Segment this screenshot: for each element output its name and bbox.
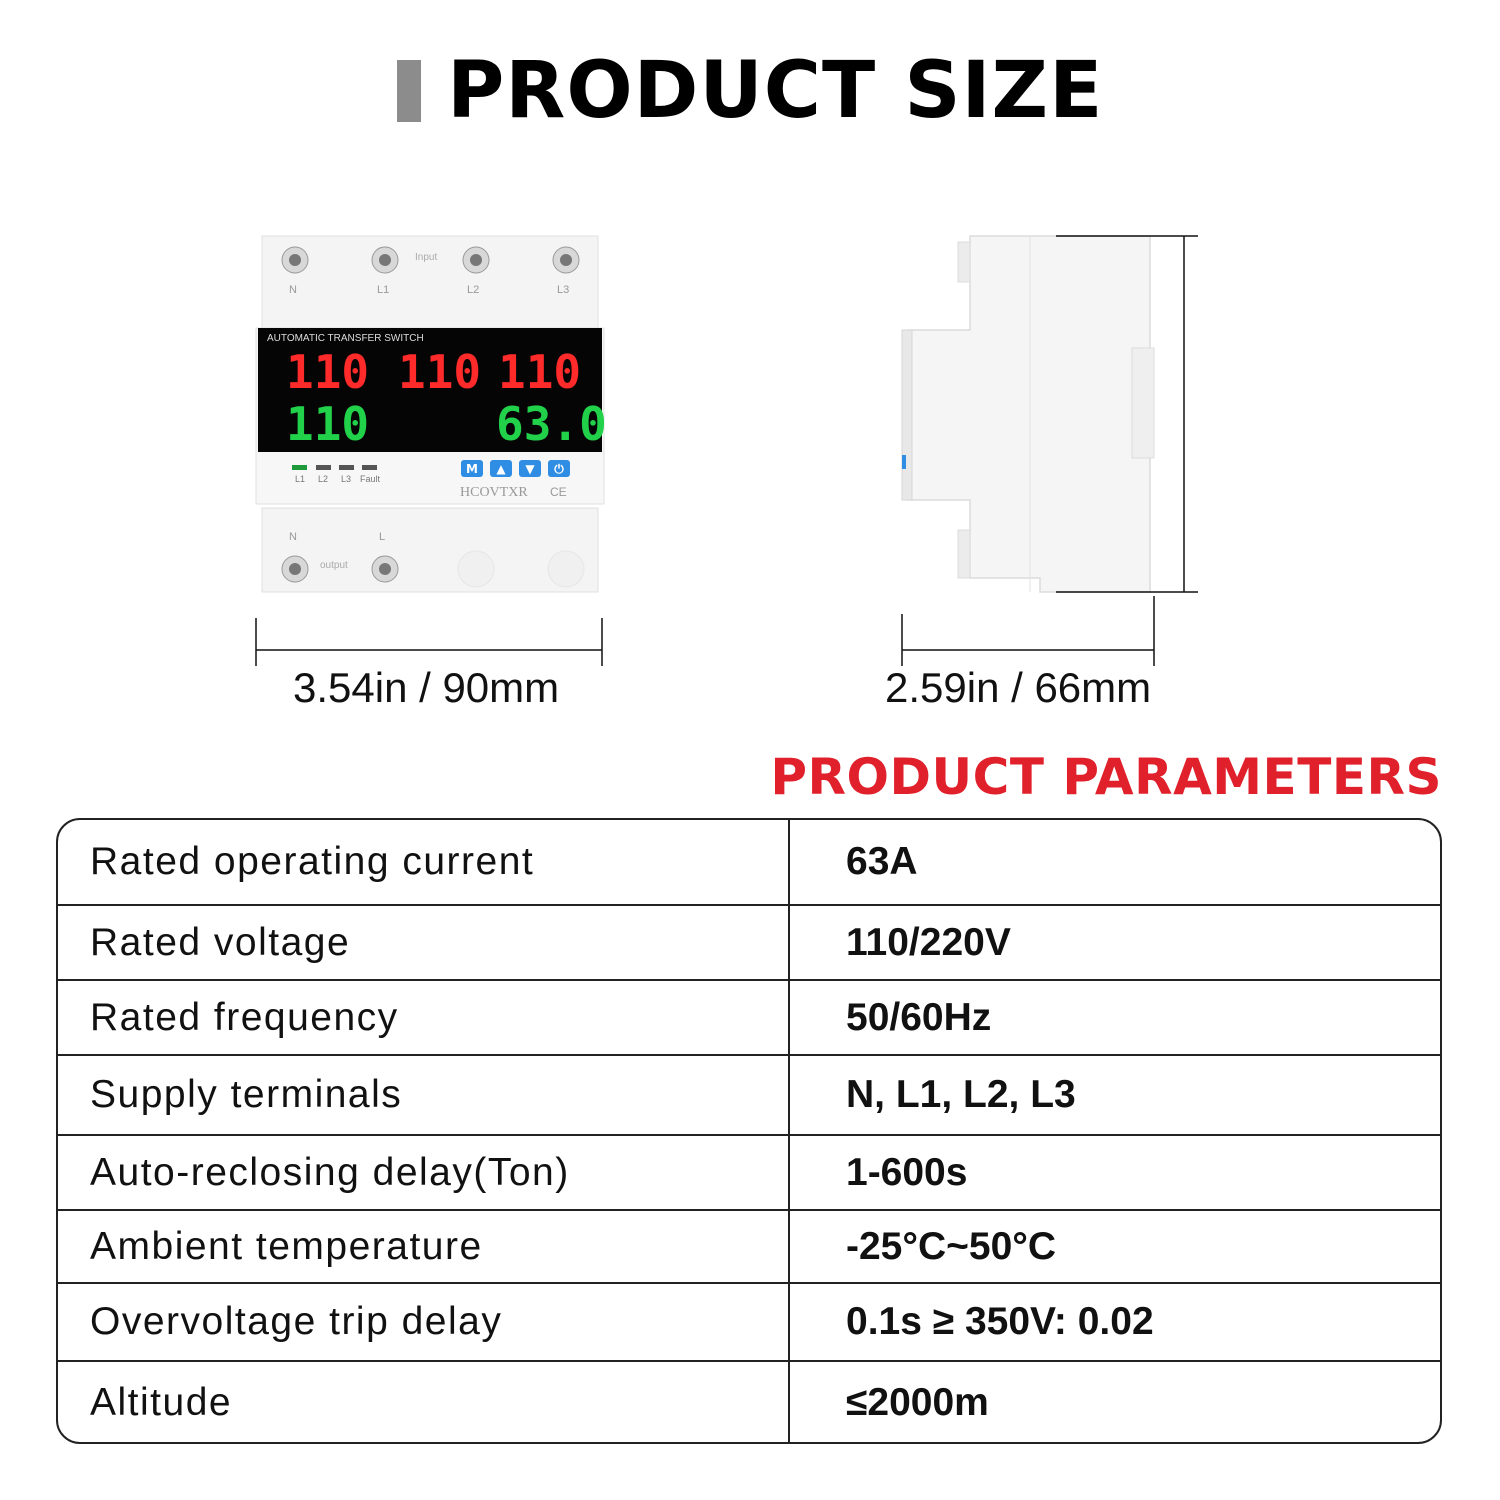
indicator-label: L3 — [341, 474, 352, 484]
display-top-l3: 110 — [498, 345, 582, 399]
param-label: Rated voltage — [58, 906, 790, 979]
screw-icon — [553, 247, 579, 273]
screw-icon — [372, 247, 398, 273]
table-row — [58, 981, 1440, 1056]
param-label: Rated frequency — [58, 981, 790, 1054]
param-value: 0.1s ≥ 350V: 0.02 — [846, 1300, 1154, 1343]
param-value: 50/60Hz — [846, 995, 992, 1039]
panel-title: AUTOMATIC TRANSFER SWITCH — [267, 333, 424, 344]
param-label: Ambient temperature — [58, 1211, 790, 1282]
depth-dimension-label: 2.59in / 66mm — [885, 664, 1152, 711]
table-row — [58, 1211, 1440, 1284]
terminal-label: N — [289, 284, 297, 296]
terminal-label: L3 — [557, 284, 570, 296]
param-label: Auto-reclosing delay(Ton) — [58, 1136, 790, 1209]
table-row — [58, 1056, 1440, 1136]
param-value: 1-600s — [846, 1150, 968, 1194]
params-table — [56, 818, 1442, 1444]
terminal-label: L1 — [377, 284, 390, 296]
brand-label: HCOVTXR — [460, 485, 528, 500]
display-top-l1: 110 — [286, 345, 370, 399]
indicator-label: Fault — [360, 474, 381, 484]
table-row — [58, 906, 1440, 981]
table-row — [58, 1284, 1440, 1362]
param-label: Altitude — [58, 1362, 790, 1444]
front-view-device — [250, 230, 610, 670]
side-view-device — [880, 230, 1210, 670]
param-label: Rated operating current — [58, 820, 790, 904]
down-arrow-icon: ▼ — [525, 462, 535, 476]
param-value: -25°C~50°C — [846, 1224, 1057, 1268]
param-value: 63A — [846, 840, 918, 883]
param-value: ≤2000m — [846, 1381, 989, 1424]
param-label: Overvoltage trip delay — [58, 1284, 790, 1360]
up-arrow-icon: ▲ — [496, 462, 506, 476]
input-label: Input — [415, 252, 438, 263]
display-bottom-left: 110 — [286, 397, 370, 451]
params-title: PRODUCT PARAMETERS — [770, 748, 1442, 806]
output-label: output — [320, 560, 348, 571]
mode-button-label: M — [466, 462, 478, 476]
screw-icon — [282, 556, 308, 582]
ce-mark: CE — [550, 485, 567, 499]
title-accent-bar — [397, 60, 421, 122]
width-dimension-label: 3.54in / 90mm — [293, 664, 560, 711]
indicator-label: L2 — [318, 474, 329, 484]
terminal-label: N — [289, 531, 297, 543]
param-value: N, L1, L2, L3 — [846, 1073, 1076, 1116]
param-label: Supply terminals — [58, 1056, 790, 1134]
screw-icon — [372, 556, 398, 582]
screw-icon — [282, 247, 308, 273]
header — [0, 46, 1500, 136]
terminal-label: L — [379, 531, 386, 543]
power-icon: ⏻ — [554, 462, 564, 476]
indicator-label: L1 — [295, 474, 306, 484]
display-top-l2: 110 — [398, 345, 482, 399]
table-row — [58, 1136, 1440, 1211]
param-value: 110/220V — [846, 920, 1011, 964]
table-row — [58, 1362, 1440, 1444]
terminal-label: L2 — [467, 284, 480, 296]
display-bottom-right: 63.0 — [496, 397, 607, 451]
screw-icon — [463, 247, 489, 273]
page-title: PRODUCT SIZE — [447, 46, 1104, 136]
table-row — [58, 820, 1440, 906]
